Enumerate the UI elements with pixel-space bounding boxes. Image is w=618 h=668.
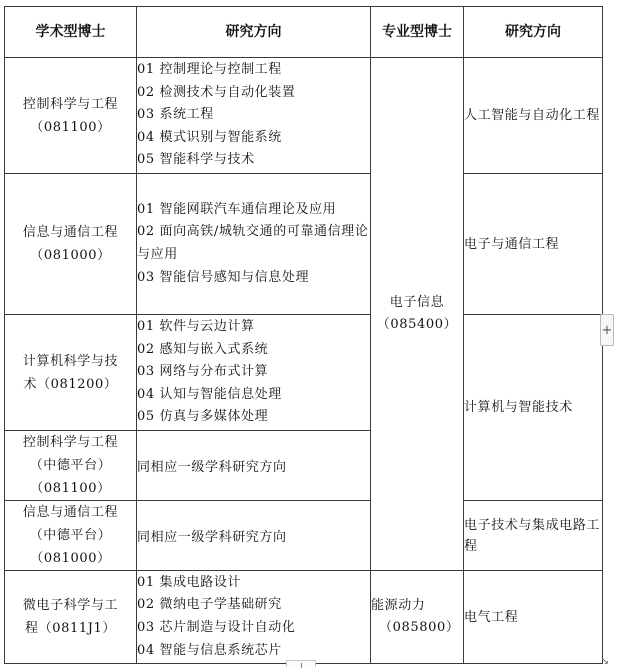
directions-cell	[137, 174, 371, 315]
discipline-name: 计算机科学与技	[22, 353, 119, 369]
table-row	[5, 501, 603, 571]
direction-item: 03 系统工程	[137, 107, 214, 123]
discipline-code: （081000）	[30, 248, 111, 263]
header-academic-doctor: 学术型博士	[5, 7, 137, 58]
direction-item: 04 智能与信息系统芯片	[137, 642, 282, 658]
directions-cell	[137, 315, 371, 431]
discipline-cell	[5, 501, 137, 571]
direction-item: 01 控制理论与控制工程	[137, 62, 282, 78]
direction-item: 02 微纳电子学基础研究	[137, 597, 282, 613]
professional-direction-cell	[464, 174, 603, 315]
table-resize-handle[interactable]	[598, 657, 612, 667]
direction-item: 03 芯片制造与设计自动化	[137, 620, 296, 635]
drag-handle-icon	[301, 663, 302, 668]
professional-direction-cell	[464, 315, 603, 501]
direction-item: 04 模式识别与智能系统	[137, 129, 282, 145]
same-direction-cell	[137, 431, 371, 501]
professional-direction-cell	[464, 58, 603, 174]
discipline-name: 控制科学与工程	[22, 96, 119, 112]
discipline-code: （081100）	[30, 119, 111, 135]
professional-direction: 计算机与智能技术	[464, 400, 573, 415]
discipline-name: 信息与通信工程	[22, 505, 119, 520]
header-research-direction-2: 研究方向	[464, 7, 603, 58]
direction-item: 05 仿真与多媒体处理	[137, 409, 269, 425]
professional-direction-cell	[464, 571, 603, 664]
table-bottom-handle[interactable]	[286, 660, 316, 667]
professional-direction: 电气工程	[464, 609, 519, 625]
discipline-name: 微电子科学与工	[22, 598, 119, 613]
direction-item: 01 集成电路设计	[137, 574, 242, 590]
directions-cell	[137, 58, 371, 174]
professional-degree-cell	[371, 571, 464, 664]
doctoral-programs-table	[4, 6, 603, 664]
discipline-name: 控制科学与工程	[22, 435, 119, 450]
discipline-name: 信息与通信工程	[22, 225, 119, 240]
direction-item: 04 认知与智能信息处理	[137, 386, 282, 402]
professional-direction: 电子与通信工程	[464, 236, 560, 252]
header-professional-doctor: 专业型博士	[371, 7, 464, 58]
discipline-code: （081000）	[30, 551, 111, 566]
table-row	[5, 571, 603, 664]
resize-icon: ↘	[600, 656, 610, 667]
add-column-button[interactable]	[600, 314, 614, 346]
professional-direction: 人工智能与自动化工程	[464, 108, 601, 123]
discipline-cell	[5, 571, 137, 664]
professional-name: 能源动力	[371, 598, 426, 613]
professional-code: （085400）	[376, 317, 458, 332]
plus-icon: +	[601, 323, 613, 338]
direction-item: 03 网络与分布式计算	[137, 364, 269, 380]
direction-item: 02 面向高铁/城轨交通的可靠通信理论与应用	[137, 224, 369, 262]
same-direction-cell	[137, 501, 371, 571]
discipline-code: （081100）	[30, 481, 111, 496]
discipline-cell	[5, 58, 137, 174]
directions-cell	[137, 571, 371, 664]
discipline-sub: （中德平台）	[29, 528, 112, 543]
direction-item: 03 智能信号感知与信息处理	[137, 269, 310, 285]
discipline-sub: （中德平台）	[29, 458, 112, 473]
direction-item: 05 智能科学与技术	[137, 152, 255, 168]
same-direction-text: 同相应一级学科研究方向	[137, 460, 287, 475]
header-research-direction: 研究方向	[137, 7, 371, 58]
direction-item: 02 检测技术与自动化装置	[137, 84, 296, 100]
table-row	[5, 58, 603, 174]
direction-item: 02 感知与嵌入式系统	[137, 341, 269, 357]
discipline-code: 术（081200）	[23, 376, 118, 392]
direction-item: 01 智能网联汽车通信理论及应用	[137, 201, 337, 217]
direction-item: 01 软件与云边计算	[137, 319, 255, 335]
professional-direction-cell	[464, 501, 603, 571]
discipline-cell	[5, 174, 137, 315]
table-row	[5, 174, 603, 315]
table-row	[5, 315, 603, 431]
discipline-code: 程（0811J1）	[25, 621, 116, 636]
header-row	[5, 7, 603, 58]
professional-name: 电子信息	[389, 295, 445, 310]
professional-direction: 电子技术与集成电路工程	[464, 517, 601, 554]
same-direction-text: 同相应一级学科研究方向	[137, 530, 287, 545]
discipline-cell	[5, 431, 137, 501]
professional-degree-cell	[371, 58, 464, 571]
professional-code: （085800）	[379, 620, 460, 635]
discipline-cell	[5, 315, 137, 431]
